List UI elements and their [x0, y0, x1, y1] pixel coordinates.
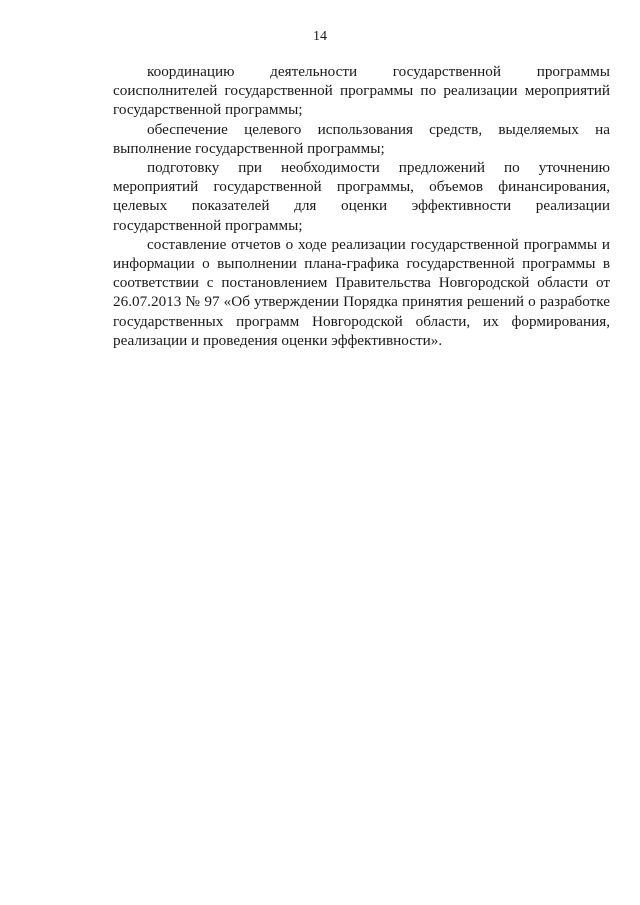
paragraph-funds-use: обеспечение целевого использования средств, выделяемых на выполнение государственной программы; [113, 120, 610, 157]
page-number: 14 [313, 29, 327, 44]
paragraph-proposals: подготовку при необходимости предложений по уточнению мероприятий государственной программы, объемов финансирования, целевых показателей для оценки эффективности реализации государственной программы; [113, 159, 610, 234]
paragraph-reports: составление отчетов о ходе реализации государственной программы и информации о выполнении плана-графика государственной программы в соответствии с постановлением Правительства Новгородской области от 26.07.2013 № 97 «Об утверждении Порядка принятия решений о разработке государственных программ Новгородской области, их формирования, реализации и проведения оценки эффективности». [113, 235, 610, 349]
paragraph-coordination: координацию деятельности государственной программы соисполнителей государственной программы по реализации мероприятий государственной программы; [113, 63, 610, 119]
document-body [113, 62, 610, 350]
